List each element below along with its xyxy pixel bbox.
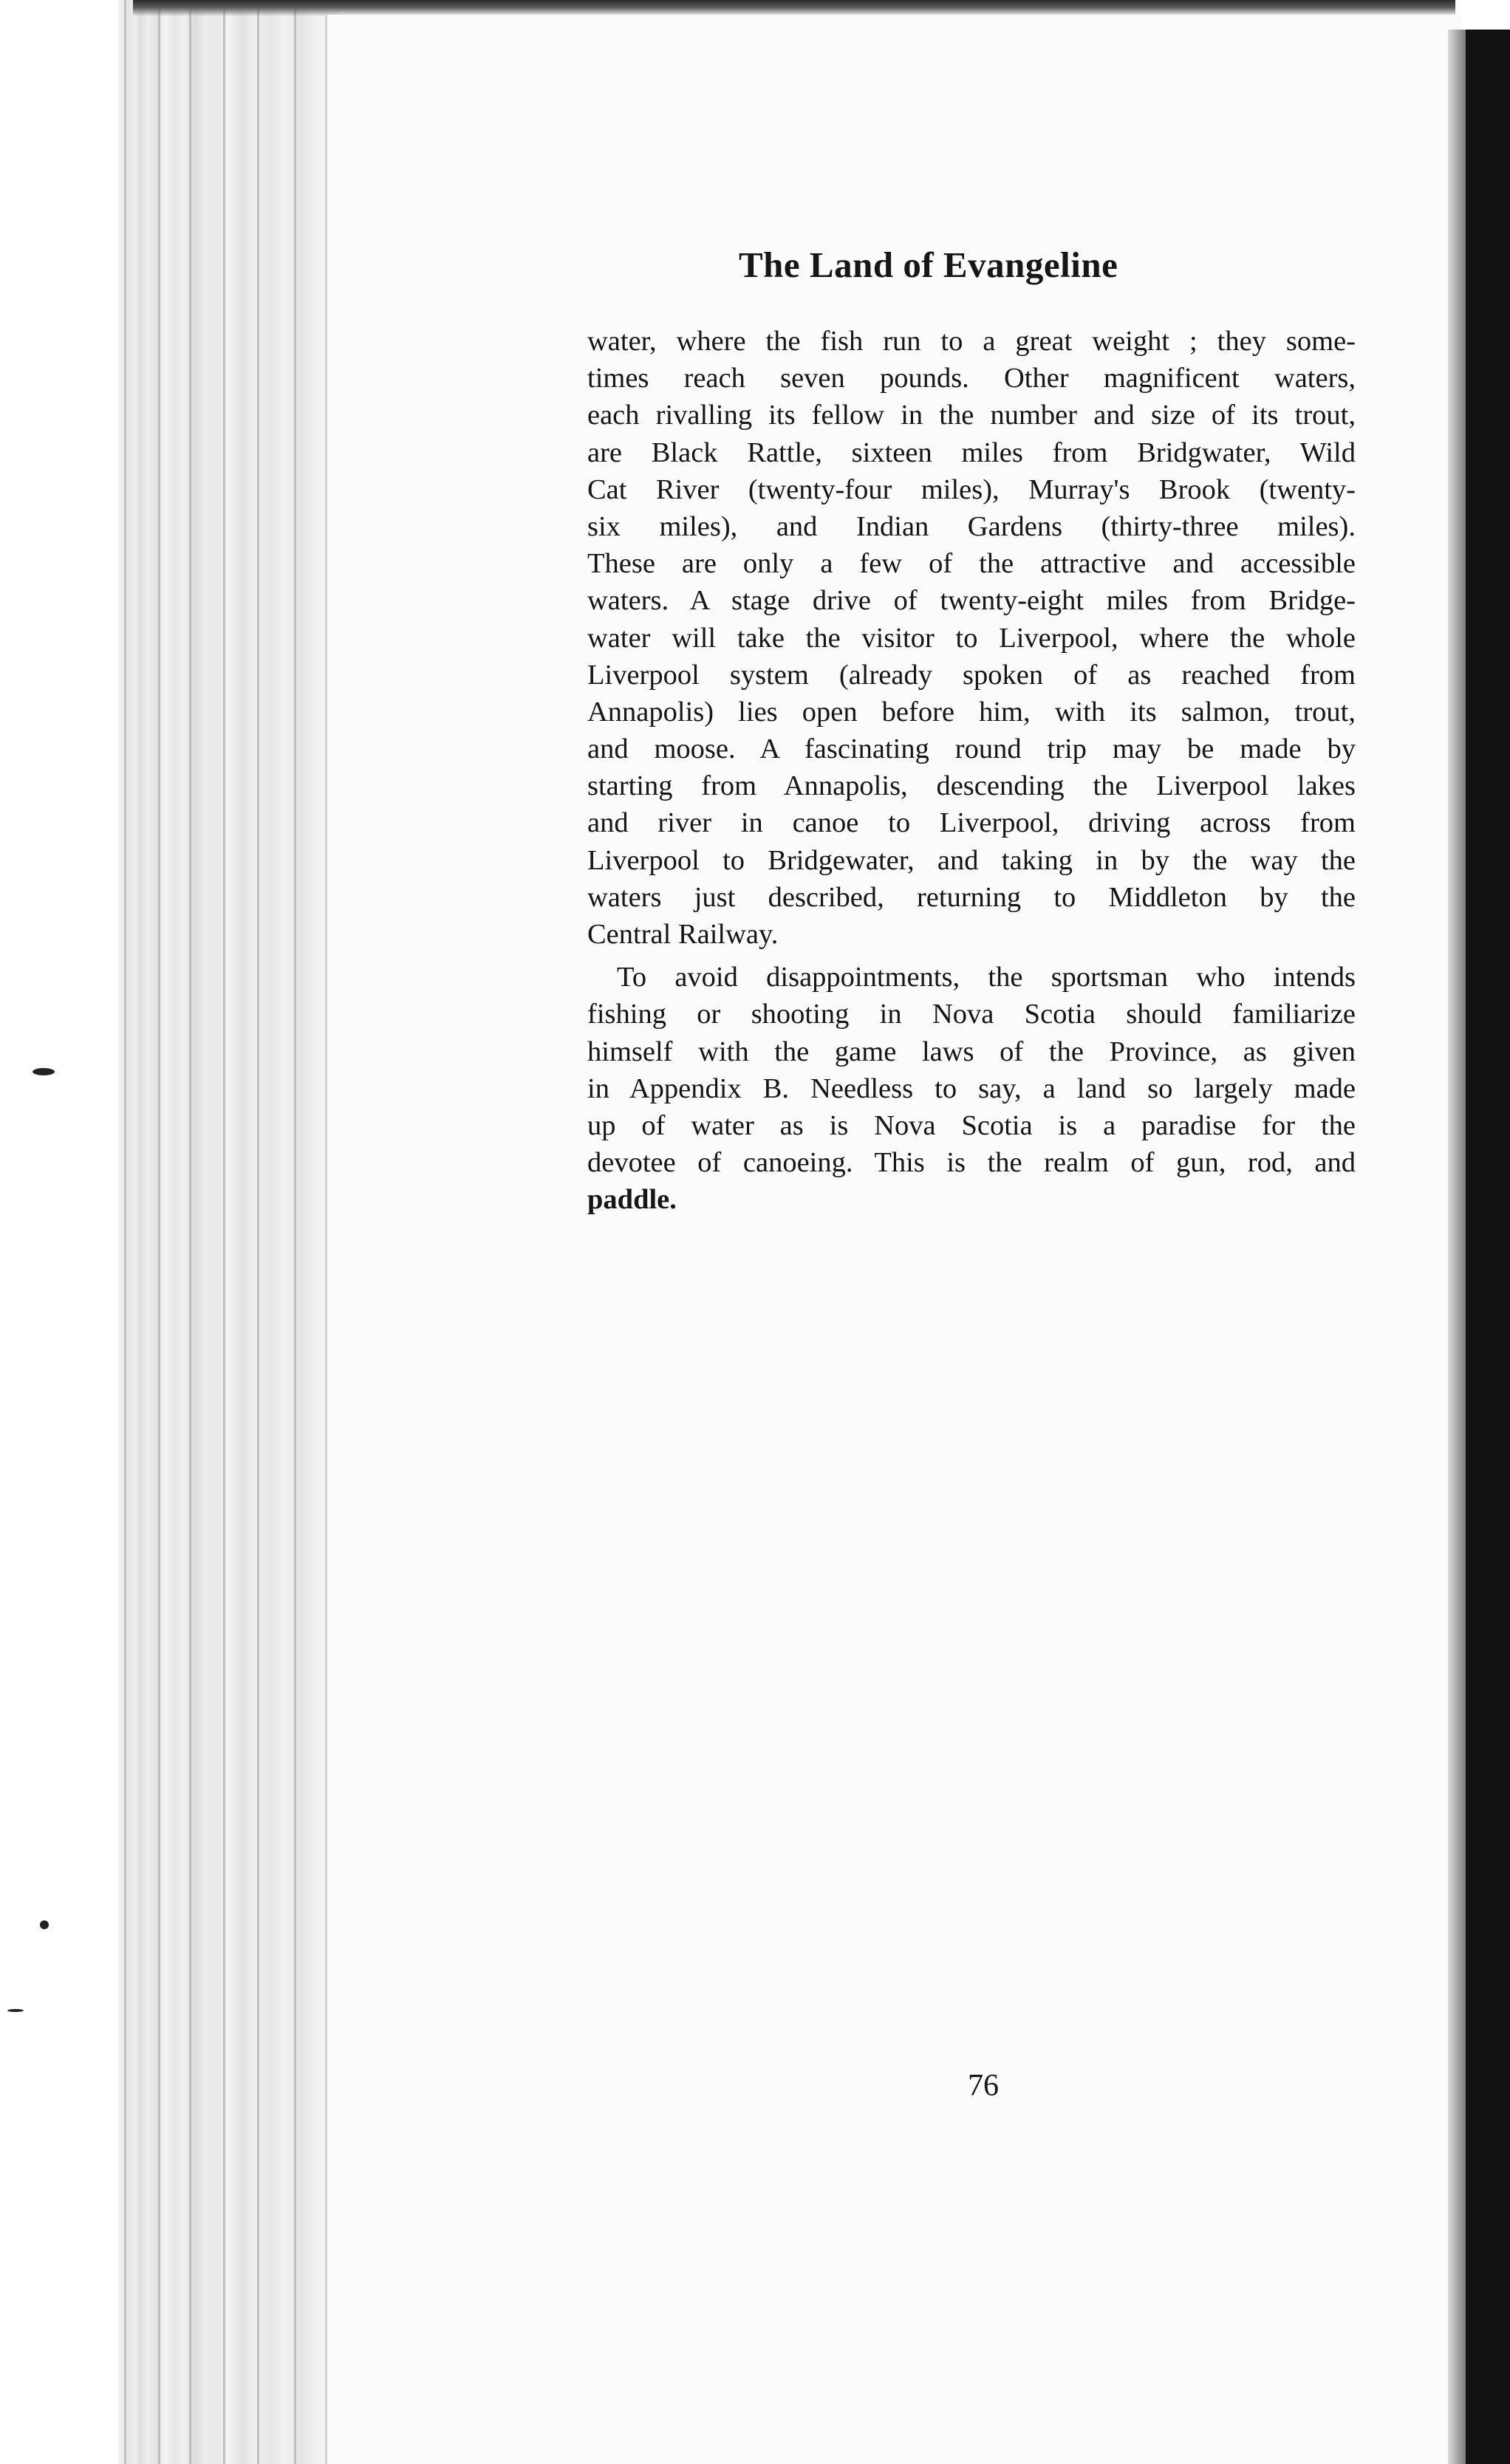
scan-speck (40, 1920, 49, 1929)
scan-speck (33, 1068, 55, 1075)
page-edge-line (189, 0, 191, 2464)
text-line: himself with the game laws of the Province, as given (587, 1036, 1356, 1067)
page-edge-line (257, 0, 259, 2464)
page-number: 76 (968, 2069, 999, 2103)
paragraph (587, 323, 1356, 953)
text-line: devotee of canoeing. This is the realm of gun, rod, and (587, 1147, 1356, 1179)
text-line: waters. A stage drive of twenty-eight miles from Bridge- (587, 585, 1356, 617)
page-edge-line (294, 0, 296, 2464)
gutter-shadow (1448, 30, 1466, 2464)
text-line: paddle. (587, 1184, 677, 1216)
text-line: water will take the visitor to Liverpool, where the whole (587, 622, 1356, 654)
text-line: Annapolis) lies open before him, with its salmon, trout, (587, 696, 1356, 728)
paragraph (587, 959, 1356, 1218)
text-line: in Appendix B. Needless to say, a land so largely made (587, 1072, 1356, 1104)
text-line: are Black Rattle, sixteen miles from Bridgwater, Wild (587, 437, 1356, 468)
text-line: These are only a few of the attractive and accessible (587, 548, 1356, 580)
text-line: waters just described, returning to Middleton by the (587, 881, 1356, 913)
book-binding (1466, 30, 1510, 2464)
text-line: and moose. A fascinating round trip may be made by (587, 733, 1356, 765)
text-line: water, where the fish run to a great weight ; they some- (587, 326, 1356, 357)
text-line: Cat River (twenty-four miles), Murray's Brook (twenty- (587, 473, 1356, 505)
text-line: starting from Annapolis, descending the Liverpool lakes (587, 770, 1356, 802)
text-line: up of water as is Nova Scotia is a paradise for the (587, 1109, 1356, 1141)
page-edge-line (223, 0, 225, 2464)
text-line: Liverpool to Bridgewater, and taking in by the way the (587, 844, 1356, 876)
page-edge-line (124, 0, 126, 2464)
page-edge-stack (118, 0, 340, 2464)
text-line: six miles), and Indian Gardens (thirty-three miles). (587, 510, 1356, 542)
text-line: fishing or shooting in Nova Scotia should familiarize (587, 999, 1356, 1030)
scan-speck (7, 2009, 24, 2012)
text-line: times reach seven pounds. Other magnificent waters, (587, 363, 1356, 394)
text-line: Central Railway. (587, 919, 779, 950)
text-line: Liverpool system (already spoken of as reached from (587, 659, 1356, 691)
page-edge-line (158, 0, 160, 2464)
text-line: each rivalling its fellow in the number and size of its trout, (587, 400, 1356, 431)
text-line: To avoid disappointments, the sportsman who intends (617, 962, 1356, 993)
body-text (587, 323, 1356, 1219)
top-edge-shadow (133, 0, 1455, 16)
paragraph-gap (587, 953, 1356, 959)
text-line: and river in canoe to Liverpool, driving across from (587, 807, 1356, 839)
running-title: The Land of Evangeline (739, 244, 1118, 285)
